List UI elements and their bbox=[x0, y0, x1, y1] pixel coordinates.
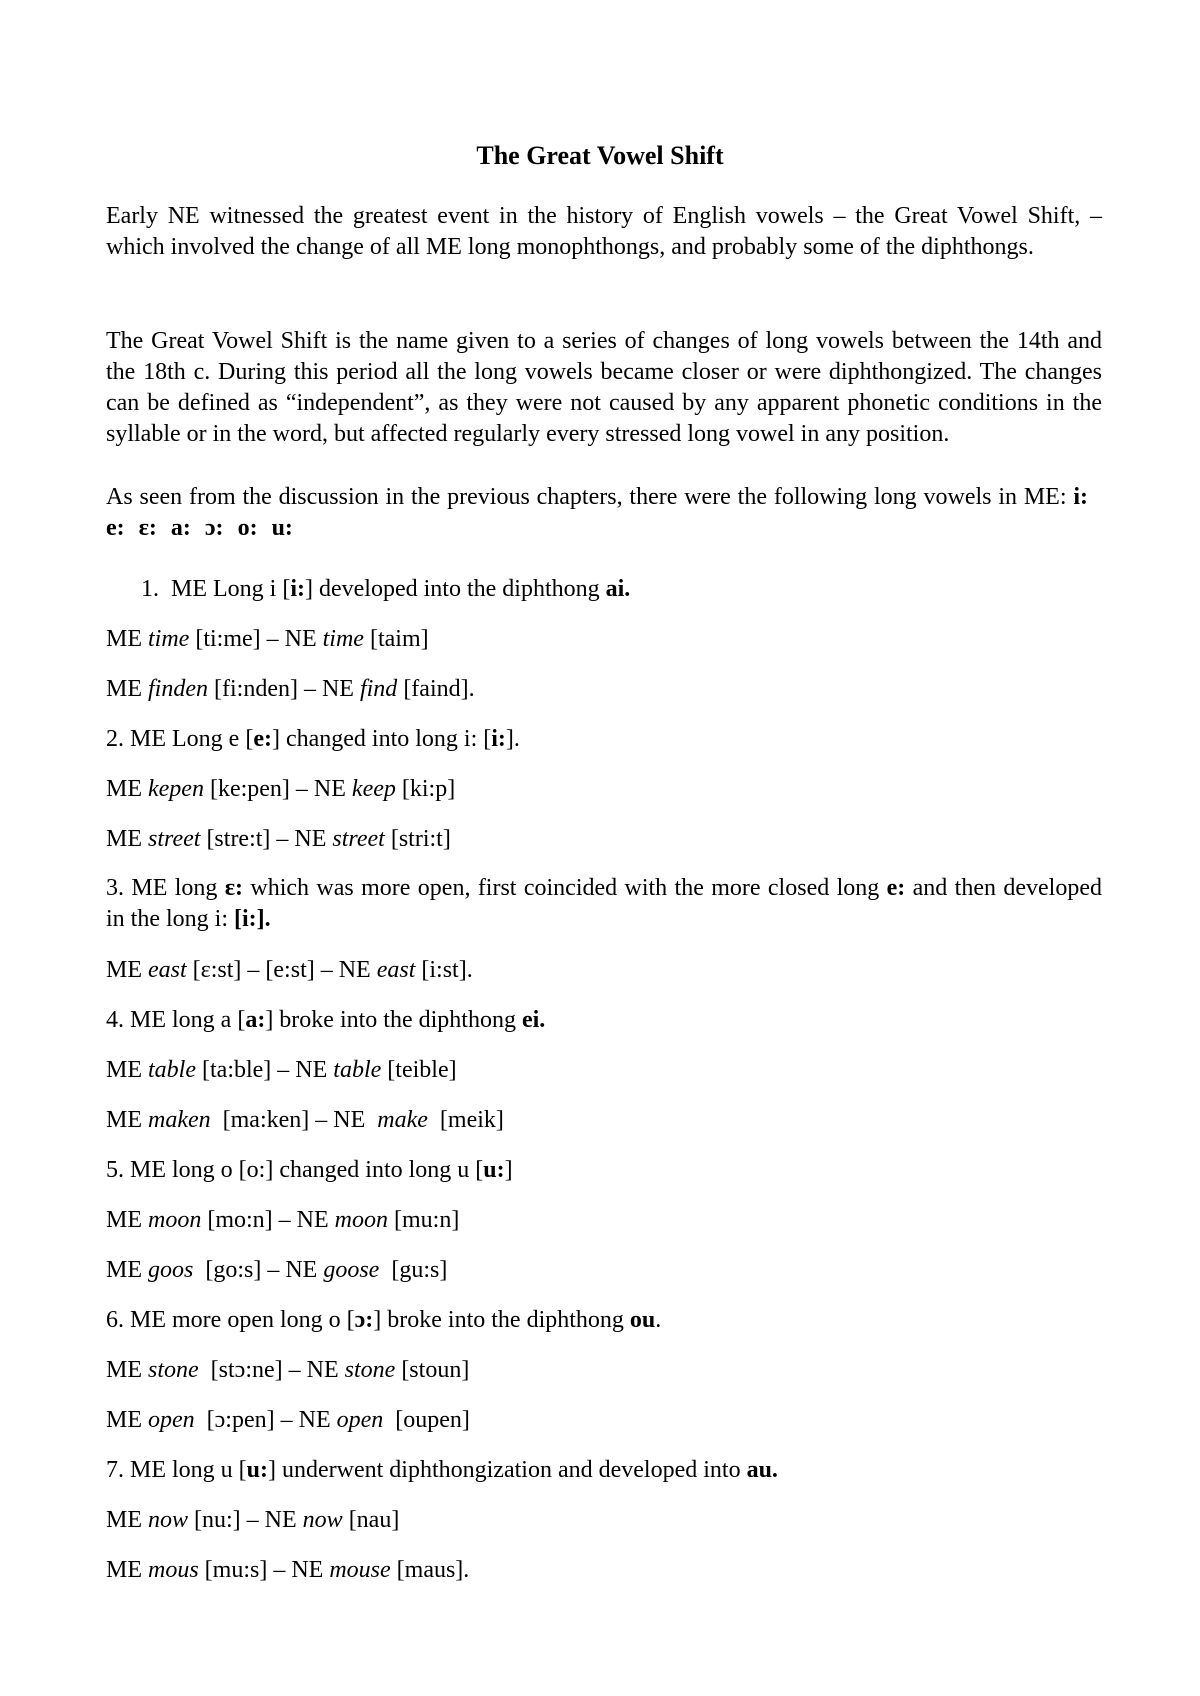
rule-heading: 5. ME long o [o:] changed into long u [u:] bbox=[106, 1157, 513, 1183]
vowel-symbol: u: bbox=[271, 515, 293, 541]
vowel-list-paragraph bbox=[106, 482, 1102, 544]
vowel-symbol: e: bbox=[106, 515, 125, 541]
example-line: ME moon [mo:n] – NE moon [mu:n] bbox=[106, 1207, 460, 1233]
page-title: The Great Vowel Shift bbox=[476, 141, 724, 170]
example-line: ME kepen [ke:pen] – NE keep [ki:p] bbox=[106, 776, 456, 802]
example-line: ME stone [stɔ:ne] – NE stone [stoun] bbox=[106, 1357, 470, 1383]
example-line: ME time [ti:me] – NE time [taim] bbox=[106, 626, 429, 652]
rule-heading: 6. ME more open long o [ɔ:] broke into the diphthong ou. bbox=[106, 1307, 662, 1333]
rule-heading: 7. ME long u [u:] underwent diphthongization and developed into au. bbox=[106, 1457, 778, 1483]
example-line: ME street [stre:t] – NE street [stri:t] bbox=[106, 826, 451, 852]
vowel-symbol: i: bbox=[1073, 484, 1089, 510]
example-line: ME now [nu:] – NE now [nau] bbox=[106, 1507, 400, 1533]
example-line: ME finden [fi:nden] – NE find [faind]. bbox=[106, 676, 475, 702]
example-line: ME maken [ma:ken] – NE make [meik] bbox=[106, 1107, 504, 1133]
vowel-list-text: As seen from the discussion in the previous chapters, there were the following long vowels in ME: bbox=[106, 484, 1067, 510]
intro-paragraph: Early NE witnessed the greatest event in the history of English vowels – the Great Vowel Shift, – which involved the change of all ME long monophthongs, and probably some of the diphthongs. bbox=[106, 203, 1102, 260]
example-line: ME table [ta:ble] – NE table [teible] bbox=[106, 1057, 457, 1083]
rule-heading: 4. ME long a [a:] broke into the diphthong ei. bbox=[106, 1007, 546, 1033]
rule-heading: 2. ME Long e [e:] changed into long i: [i:]. bbox=[106, 726, 520, 752]
example-line: ME east [ɛ:st] – [e:st] – NE east [i:st]. bbox=[106, 957, 473, 983]
vowel-symbol: ɛ: bbox=[138, 515, 157, 541]
vowel-symbol: a: bbox=[170, 515, 191, 541]
rule-heading: 1. ME Long i [i:] developed into the diphthong ai. bbox=[141, 576, 631, 602]
vowel-symbol: ɔ: bbox=[204, 515, 224, 541]
example-line: ME open [ɔ:pen] – NE open [oupen] bbox=[106, 1407, 470, 1433]
definition-paragraph: The Great Vowel Shift is the name given to a series of changes of long vowels between the 14th and the 18th c. During this period all the long vowels became closer or were diphthongized. The changes can be defined as “independent”, as they were not caused by any apparent phonetic conditions in the syllable or in the word, but affected regularly every stressed long vowel in any position. bbox=[106, 328, 1102, 447]
vowel-symbol: o: bbox=[237, 515, 258, 541]
rule-heading: 3. ME long ɛ: which was more open, first coincided with the more closed long e: and then developed in the long i: [i:]. bbox=[106, 875, 1102, 932]
example-line: ME mous [mu:s] – NE mouse [maus]. bbox=[106, 1557, 470, 1583]
example-line: ME goos [go:s] – NE goose [gu:s] bbox=[106, 1257, 448, 1283]
